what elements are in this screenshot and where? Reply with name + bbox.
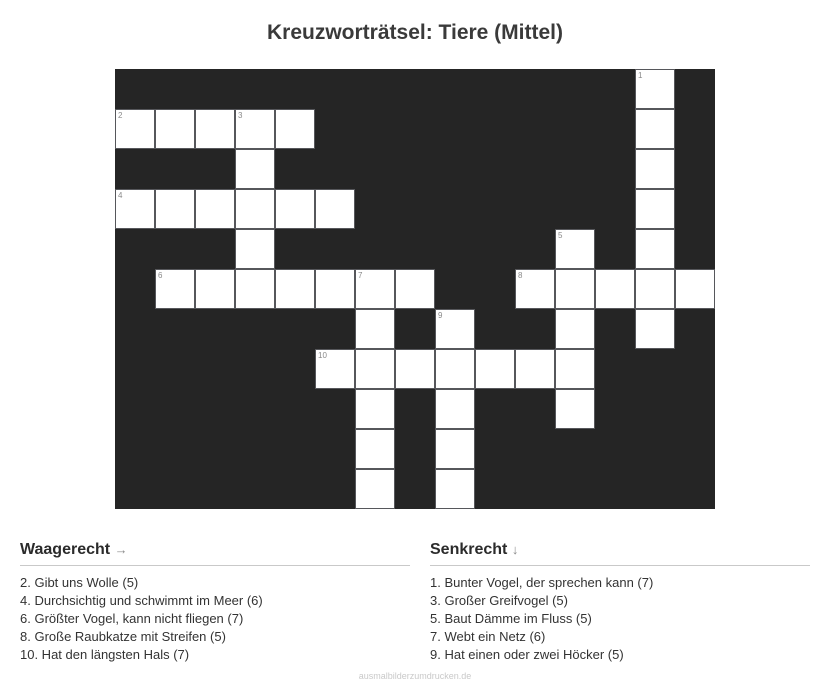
down-heading-label: Senkrecht bbox=[430, 541, 508, 558]
grid-cell-r7c5[interactable] bbox=[315, 349, 355, 389]
down-arrow-icon: ↓ bbox=[511, 542, 519, 557]
clue-item: 2. Gibt uns Wolle (5) bbox=[20, 575, 139, 590]
grid-cell-r6c13[interactable] bbox=[635, 309, 675, 349]
grid-cell-r1c1[interactable] bbox=[155, 109, 195, 149]
site-credit: ausmalbilderzumdrucken.de bbox=[358, 671, 472, 681]
cell-number: 4 bbox=[118, 191, 123, 200]
grid-cell-r3c2[interactable] bbox=[195, 189, 235, 229]
grid-cell-r6c8[interactable] bbox=[435, 309, 475, 349]
cell-number: 8 bbox=[518, 271, 523, 280]
grid-cell-r1c2[interactable] bbox=[195, 109, 235, 149]
grid-cell-r7c10[interactable] bbox=[515, 349, 555, 389]
grid-cell-r5c5[interactable] bbox=[315, 269, 355, 309]
grid-cell-r5c7[interactable] bbox=[395, 269, 435, 309]
grid-cell-r5c6[interactable] bbox=[355, 269, 395, 309]
clues-section bbox=[20, 541, 810, 664]
clue-item: 8. Große Raubkatze mit Streifen (5) bbox=[20, 629, 226, 644]
grid-cell-r7c8[interactable] bbox=[435, 349, 475, 389]
across-heading bbox=[20, 541, 410, 566]
clue-item: 5. Baut Dämme im Fluss (5) bbox=[430, 611, 592, 626]
clue-item: 1. Bunter Vogel, der sprechen kann (7) bbox=[430, 575, 654, 590]
grid-cell-r1c13[interactable] bbox=[635, 109, 675, 149]
clue-item: 4. Durchsichtig und schwimmt im Meer (6) bbox=[20, 593, 263, 608]
grid-cell-r7c9[interactable] bbox=[475, 349, 515, 389]
grid-cell-r1c3[interactable] bbox=[235, 109, 275, 149]
down-clue-list bbox=[430, 574, 810, 664]
grid-cell-r3c0[interactable] bbox=[115, 189, 155, 229]
grid-cell-r5c2[interactable] bbox=[195, 269, 235, 309]
grid-cell-r4c13[interactable] bbox=[635, 229, 675, 269]
grid-cell-r0c13[interactable] bbox=[635, 69, 675, 109]
right-arrow-icon: → bbox=[114, 542, 128, 557]
clue-item: 3. Großer Greifvogel (5) bbox=[430, 593, 568, 608]
grid-cell-r9c6[interactable] bbox=[355, 429, 395, 469]
grid-cell-r1c4[interactable] bbox=[275, 109, 315, 149]
grid-cell-r5c1[interactable] bbox=[155, 269, 195, 309]
grid-cell-r7c11[interactable] bbox=[555, 349, 595, 389]
grid-cell-r8c6[interactable] bbox=[355, 389, 395, 429]
cell-number: 5 bbox=[558, 231, 563, 240]
grid-cell-r1c0[interactable] bbox=[115, 109, 155, 149]
grid-cell-r9c8[interactable] bbox=[435, 429, 475, 469]
grid-cell-r4c11[interactable] bbox=[555, 229, 595, 269]
grid-cell-r4c3[interactable] bbox=[235, 229, 275, 269]
clue-item: 6. Größter Vogel, kann nicht fliegen (7) bbox=[20, 611, 244, 626]
page-title: Kreuzworträtsel: Tiere (Mittel) bbox=[267, 21, 563, 44]
clue-item: 10. Hat den längsten Hals (7) bbox=[20, 647, 190, 662]
cell-number: 3 bbox=[238, 111, 243, 120]
grid-cell-r5c13[interactable] bbox=[635, 269, 675, 309]
grid-cell-r5c12[interactable] bbox=[595, 269, 635, 309]
cell-number: 1 bbox=[638, 71, 643, 80]
grid-cell-r5c10[interactable] bbox=[515, 269, 555, 309]
grid-cell-r3c3[interactable] bbox=[235, 189, 275, 229]
grid-cell-r3c13[interactable] bbox=[635, 189, 675, 229]
clue-item: 9. Hat einen oder zwei Höcker (5) bbox=[430, 647, 624, 662]
cell-number: 10 bbox=[318, 351, 327, 360]
grid-cell-r5c4[interactable] bbox=[275, 269, 315, 309]
grid-cell-r7c6[interactable] bbox=[355, 349, 395, 389]
down-heading bbox=[430, 541, 810, 566]
cell-number: 2 bbox=[118, 111, 123, 120]
cell-number: 7 bbox=[358, 271, 363, 280]
grid-cell-r5c11[interactable] bbox=[555, 269, 595, 309]
across-clues-section bbox=[20, 541, 410, 664]
grid-cell-r3c4[interactable] bbox=[275, 189, 315, 229]
grid-cell-r3c5[interactable] bbox=[315, 189, 355, 229]
grid-cell-r6c6[interactable] bbox=[355, 309, 395, 349]
grid-cell-r10c6[interactable] bbox=[355, 469, 395, 509]
grid-cell-r5c14[interactable] bbox=[675, 269, 715, 309]
cell-number: 6 bbox=[158, 271, 163, 280]
grid-cell-r3c1[interactable] bbox=[155, 189, 195, 229]
cell-number: 9 bbox=[438, 311, 443, 320]
crossword-grid bbox=[115, 69, 715, 509]
clue-item: 7. Webt ein Netz (6) bbox=[430, 629, 546, 644]
grid-cell-r2c3[interactable] bbox=[235, 149, 275, 189]
down-clues-section bbox=[430, 541, 810, 664]
grid-cell-r2c13[interactable] bbox=[635, 149, 675, 189]
grid-cell-r7c7[interactable] bbox=[395, 349, 435, 389]
grid-cell-r8c11[interactable] bbox=[555, 389, 595, 429]
grid-cell-r10c8[interactable] bbox=[435, 469, 475, 509]
across-clue-list bbox=[20, 574, 410, 664]
across-heading-label: Waagerecht bbox=[20, 541, 111, 558]
grid-cell-r5c3[interactable] bbox=[235, 269, 275, 309]
grid-cell-r6c11[interactable] bbox=[555, 309, 595, 349]
grid-cell-r8c8[interactable] bbox=[435, 389, 475, 429]
